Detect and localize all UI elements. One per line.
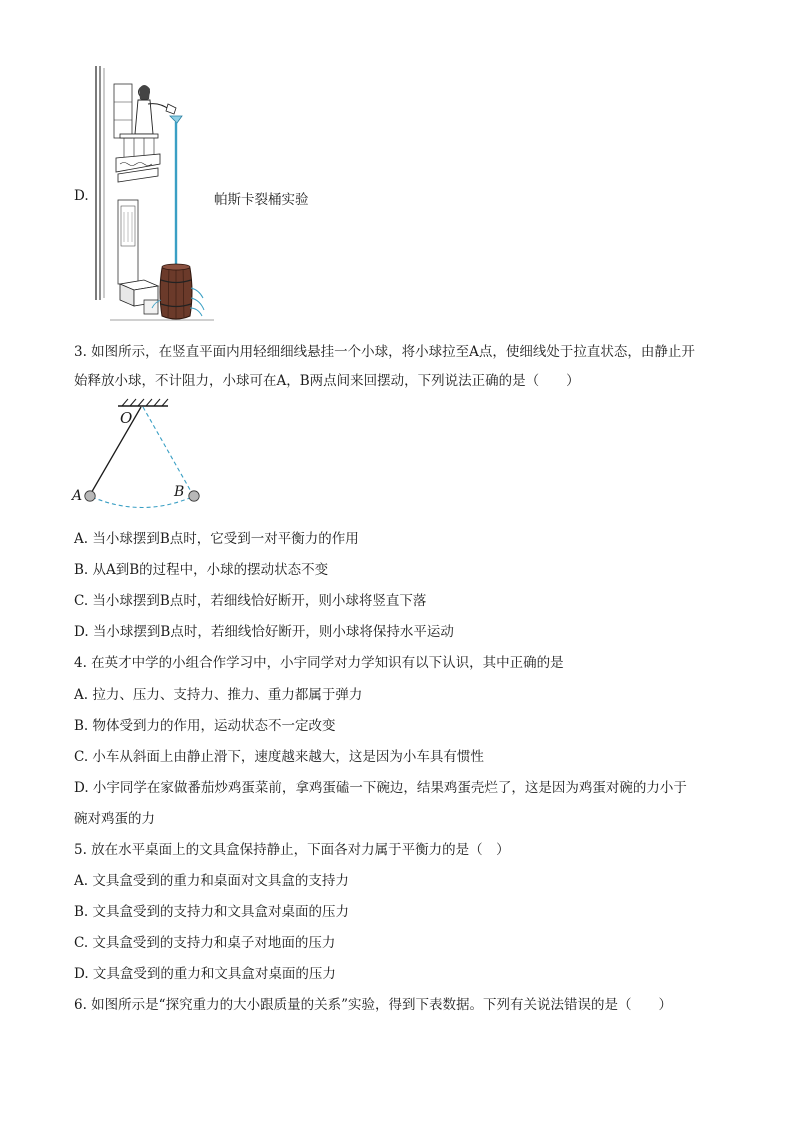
question-4-option-d-continued: 碗对鸡蛋的力 xyxy=(74,811,155,827)
question-5-stem: 5. 放在水平桌面上的文具盒保持静止，下面各对力属于平衡力的是（ ） xyxy=(74,842,510,858)
question-3-option-b: B. 从A到B的过程中，小球的摆动状态不变 xyxy=(74,562,329,578)
point-o-label: O xyxy=(120,409,133,427)
option-label: D. xyxy=(74,188,89,204)
question-5-option-c: C. 文具盒受到的支持力和桌子对地面的压力 xyxy=(74,935,336,951)
question-3-stem-line-2: 始释放小球，不计阻力，小球可在A，B两点间来回摆动，下列说法正确的是（ ） xyxy=(74,373,580,389)
question-4-option-b: B. 物体受到力的作用，运动状态不一定改变 xyxy=(74,718,336,734)
point-b-label: B xyxy=(174,484,185,500)
question-4-stem: 4. 在英才中学的小组合作学习中，小宇同学对力学知识有以下认识，其中正确的是 xyxy=(74,655,564,671)
question-6-stem: 6. 如图所示是“探究重力的大小跟质量的关系”实验，得到下表数据。下列有关说法错误的是（ ） xyxy=(74,997,672,1013)
question-3-stem-line-1: 3. 如图所示，在竖直平面内用轻细细线悬挂一个小球，将小球拉至A点，使细线处于拉直状态，由静止开 xyxy=(74,344,695,360)
question-4-option-a: A. 拉力、压力、支持力、推力、重力都属于弹力 xyxy=(74,687,363,703)
question-3-option-c: C. 当小球摆到B点时，若细线恰好断开，则小球将竖直下落 xyxy=(74,593,427,609)
question-3-option-d: D. 当小球摆到B点时，若细线恰好断开，则小球将保持水平运动 xyxy=(74,624,454,640)
question-4-option-c: C. 小车从斜面上由静止滑下，速度越来越大，这是因为小车具有惯性 xyxy=(74,749,484,765)
pascal-barrel-illustration xyxy=(90,62,220,324)
pendulum-diagram xyxy=(70,396,210,508)
point-a-label: A xyxy=(72,488,83,504)
question-5-option-d: D. 文具盒受到的重力和文具盒对桌面的压力 xyxy=(74,966,336,982)
question-5-option-a: A. 文具盒受到的重力和桌面对文具盒的支持力 xyxy=(74,873,349,889)
question-5-option-b: B. 文具盒受到的支持力和文具盒对桌面的压力 xyxy=(74,904,350,920)
figure-caption: 帕斯卡裂桶实验 xyxy=(214,192,309,208)
question-4-option-d: D. 小宇同学在家做番茄炒鸡蛋菜前，拿鸡蛋磕一下碗边，结果鸡蛋壳烂了，这是因为鸡蛋对碗的力小于 xyxy=(74,780,687,796)
question-3-option-a: A. 当小球摆到B点时，它受到一对平衡力的作用 xyxy=(74,531,359,547)
